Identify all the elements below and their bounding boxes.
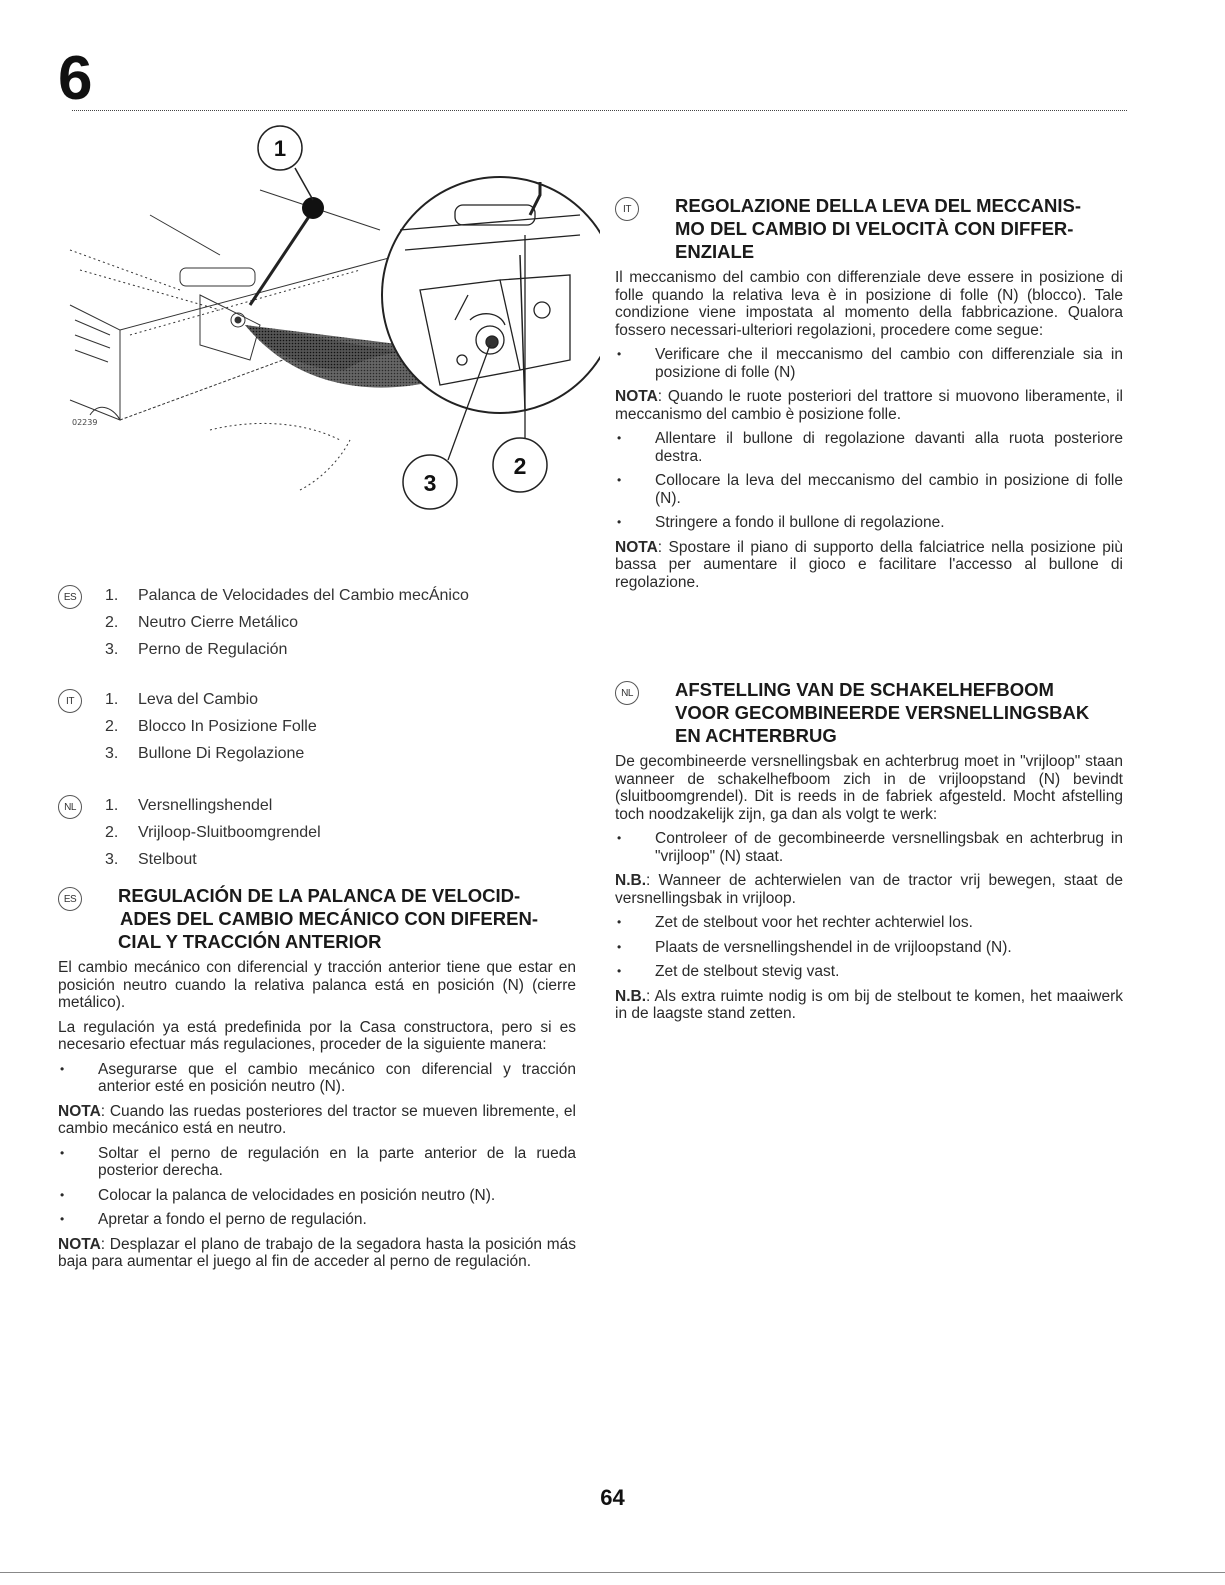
header-rule bbox=[72, 110, 1127, 111]
note: N.B.: Wanneer de achterwielen van de tractor vrij bewegen, staat de versnellingsbak in vrijloop. bbox=[615, 872, 1123, 907]
note: NOTA: Desplazar el plano de trabajo de la segadora hasta la posición más baja para aumentar el juego al fin de acceder al perno de regulación. bbox=[58, 1235, 576, 1270]
section-it-title: REGOLAZIONE DELLA LEVA DEL MECCANIS- MO DEL CAMBIO DI VELOCITÀ CON DIFFER- ENZIALE bbox=[675, 195, 1081, 262]
note: NOTA: Cuando las ruedas posteriores del tractor se mueven libremente, el cambio mecánico está en neutro. bbox=[58, 1102, 576, 1137]
paragraph: La regulación ya está predefinida por la Casa constructora, pero si es necesario efectuar más regulaciones, proceder de la siguiente manera: bbox=[58, 1018, 576, 1053]
footer-rule bbox=[0, 1572, 1225, 1573]
section-nl bbox=[615, 678, 1123, 1030]
list-item: • Colocar la palanca de velocidades en posición neutro (N). bbox=[58, 1187, 576, 1205]
svg-text:1: 1 bbox=[273, 136, 287, 161]
drawing-code: 02239 bbox=[72, 418, 98, 427]
list-item: • Allentare il bullone di regolazione davanti alla ruota posteriore destra. bbox=[615, 430, 1123, 465]
lang-badge-es: ES bbox=[58, 585, 82, 609]
section-es bbox=[58, 884, 576, 1278]
list-item: • Zet de stelbout stevig vast. bbox=[615, 963, 1123, 981]
section-it bbox=[615, 194, 1123, 598]
step-list bbox=[58, 1145, 576, 1229]
page-number: 64 bbox=[600, 1485, 625, 1510]
callout-3 bbox=[403, 455, 457, 509]
gear-lever-diagram bbox=[60, 120, 600, 540]
section-es-title: REGULACIÓN DE LA PALANCA DE VELOCID- ADES DEL CAMBIO MECÁNICO CON DIFEREN- CIAL Y TRACCIÓN ANTERIOR bbox=[118, 885, 538, 952]
step-list bbox=[58, 1061, 576, 1096]
paragraph: El cambio mecánico con diferencial y tracción anterior tiene que estar en posición neutro cuando la relativa palanca está en posición (N) (cierre metálico). bbox=[58, 959, 576, 1011]
callout-1 bbox=[258, 126, 302, 170]
note: NOTA: Quando le ruote posteriori del trattore si muovono liberamente, il meccanismo del cambio è posizione folle. bbox=[615, 388, 1123, 423]
paragraph: De gecombineerde versnellingsbak en achterbrug moet in "vrijloop" staan wanneer de schakelhefboom zich in de vrijloopstand (N) bevindt (sluitboomgrendel). Dit is reeds in de fabriek afgesteld. Mocht afstelling toch noodzakelijk zijn, ga dan als volgt te werk: bbox=[615, 753, 1123, 823]
gear-lever-drawing bbox=[250, 215, 310, 305]
step-list bbox=[615, 830, 1123, 865]
lever-knob bbox=[302, 197, 324, 219]
list-item: • Collocare la leva del meccanismo del cambio in posizione di folle (N). bbox=[615, 472, 1123, 507]
magnifier-circle bbox=[382, 177, 600, 413]
note: NOTA: Spostare il piano di supporto della falciatrice nella posizione più bassa per aumentare il gioco e facilitare l'accesso al bullone di regolazione. bbox=[615, 538, 1123, 591]
svg-text:2: 2 bbox=[513, 453, 527, 479]
step-list bbox=[615, 346, 1123, 381]
list-item: • Zet de stelbout voor het rechter achterwiel los. bbox=[615, 914, 1123, 932]
list-item: • Apretar a fondo el perno de regulación. bbox=[58, 1211, 576, 1229]
chapter-number: 6 bbox=[58, 44, 93, 113]
lang-badge-nl-section: NL bbox=[615, 681, 639, 705]
lang-badge-it-section: IT bbox=[615, 197, 639, 221]
callout-2 bbox=[493, 438, 547, 492]
list-item: • Controleer of de gecombineerde versnellingsbak en achterbrug in "vrijloop" (N) staat. bbox=[615, 830, 1123, 865]
paragraph: Il meccanismo del cambio con differenziale deve essere in posizione di folle quando la relativa leva è in posizione di folle (N) (blocco). Tale condizione viene impostata al momento della fabbricazione. Qualora fossero necessari-ulteriori regolazioni, procedere come segue: bbox=[615, 269, 1123, 339]
list-item: • Stringere a fondo il bullone di regolazione. bbox=[615, 514, 1123, 532]
list-item: • Asegurarse que el cambio mecánico con diferencial y tracción anterior esté en posición neutro (N). bbox=[58, 1061, 576, 1096]
lang-badge-nl: NL bbox=[58, 795, 82, 819]
list-item: • Plaats de versnellingshendel in de vrijloopstand (N). bbox=[615, 939, 1123, 957]
lang-badge-it: IT bbox=[58, 689, 82, 713]
note: N.B.: Als extra ruimte nodig is om bij de stelbout te komen, het maaiwerk in de laagste stand zetten. bbox=[615, 987, 1123, 1022]
list-item: • Verificare che il meccanismo del cambio con differenziale sia in posizione di folle (N) bbox=[615, 346, 1123, 381]
section-nl-title: AFSTELLING VAN DE SCHAKELHEFBOOM VOOR GECOMBINEERDE VERSNELLINGSBAK EN ACHTERBRUG bbox=[675, 679, 1090, 746]
step-list bbox=[615, 430, 1123, 532]
step-list bbox=[615, 914, 1123, 981]
svg-text:3: 3 bbox=[423, 470, 437, 496]
lang-badge-es-section: ES bbox=[58, 887, 82, 911]
list-item: • Soltar el perno de regulación en la parte anterior de la rueda posterior derecha. bbox=[58, 1145, 576, 1180]
